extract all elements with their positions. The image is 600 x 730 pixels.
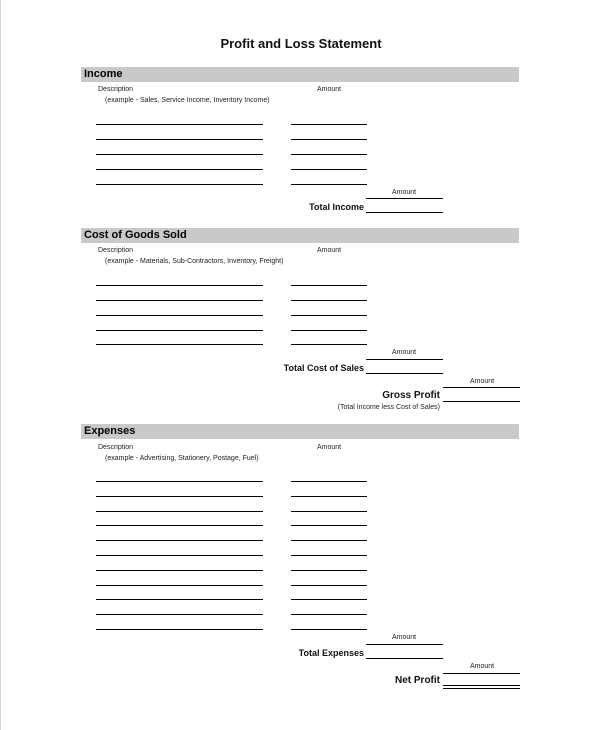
- expenses-heading: Expenses: [84, 425, 136, 437]
- expense-amount-field[interactable]: [291, 585, 367, 586]
- expense-description-field[interactable]: [96, 540, 263, 541]
- net-profit-label: Net Profit: [395, 675, 440, 686]
- expense-amount-field[interactable]: [291, 525, 367, 526]
- cogs-amount-field[interactable]: [291, 330, 367, 331]
- total-cost-of-sales-label: Total Cost of Sales: [283, 363, 364, 373]
- income-amount-field[interactable]: [291, 184, 367, 185]
- income-section-header: [81, 67, 519, 82]
- expense-amount-field[interactable]: [291, 555, 367, 556]
- gross-profit-amount-label: Amount: [470, 378, 495, 385]
- income-description-field[interactable]: [96, 169, 263, 170]
- income-amount-field[interactable]: [291, 169, 367, 170]
- expense-description-field[interactable]: [96, 585, 263, 586]
- income-description-field[interactable]: [96, 184, 263, 185]
- income-amount-label: Amount: [317, 86, 342, 93]
- net-profit-double-rule: [443, 688, 520, 689]
- income-amount-field[interactable]: [291, 139, 367, 140]
- cogs-heading: Cost of Goods Sold: [84, 229, 187, 241]
- cogs-description-field[interactable]: [96, 344, 263, 345]
- total-cogs-amount-label: Amount: [392, 349, 417, 356]
- income-amount-field[interactable]: [291, 124, 367, 125]
- expense-amount-field[interactable]: [291, 599, 367, 600]
- expenses-description-label: Description: [98, 444, 134, 451]
- income-description-field[interactable]: [96, 154, 263, 155]
- total-expenses-label: Total Expenses: [298, 648, 364, 658]
- expense-amount-field[interactable]: [291, 570, 367, 571]
- cogs-description-field[interactable]: [96, 285, 263, 286]
- income-description-label: Description: [98, 86, 134, 93]
- cogs-description-field[interactable]: [96, 315, 263, 316]
- income-description-field[interactable]: [96, 124, 263, 125]
- expense-description-field[interactable]: [96, 525, 263, 526]
- net-profit-amount-label: Amount: [470, 663, 495, 670]
- cogs-description-field[interactable]: [96, 300, 263, 301]
- expense-amount-field[interactable]: [291, 511, 367, 512]
- gross-profit-top-rule: [443, 387, 520, 388]
- income-total-top-rule: [366, 198, 443, 199]
- expense-amount-field[interactable]: [291, 614, 367, 615]
- expense-description-field[interactable]: [96, 629, 263, 630]
- expenses-section-header: [81, 424, 519, 439]
- expense-amount-field[interactable]: [291, 629, 367, 630]
- expenses-example: (example - Advertising, Stationery, Postage, Fuel): [105, 455, 259, 462]
- income-amount-field[interactable]: [291, 154, 367, 155]
- cogs-description-label: Description: [98, 247, 134, 254]
- net-profit-field[interactable]: [443, 685, 520, 686]
- income-example: (example - Sales, Service Income, Inventory Income): [105, 97, 270, 104]
- cogs-example: (example - Materials, Sub-Contractors, Inventory, Freight): [105, 258, 284, 265]
- expense-amount-field[interactable]: [291, 496, 367, 497]
- cogs-total-top-rule: [366, 359, 443, 360]
- expenses-total-top-rule: [366, 644, 443, 645]
- income-heading: Income: [84, 68, 123, 80]
- gross-profit-note: (Total Income less Cost of Sales): [337, 404, 440, 411]
- cogs-amount-field[interactable]: [291, 315, 367, 316]
- total-income-amount-label: Amount: [392, 189, 417, 196]
- income-description-field[interactable]: [96, 139, 263, 140]
- expense-description-field[interactable]: [96, 511, 263, 512]
- total-expenses-amount-label: Amount: [392, 634, 417, 641]
- total-expenses-field[interactable]: [366, 658, 443, 659]
- gross-profit-field[interactable]: [443, 401, 520, 402]
- cogs-amount-field[interactable]: [291, 300, 367, 301]
- page-title: Profit and Loss Statement: [220, 36, 382, 51]
- expense-description-field[interactable]: [96, 570, 263, 571]
- net-profit-top-rule: [443, 673, 520, 674]
- expense-description-field[interactable]: [96, 496, 263, 497]
- total-income-field[interactable]: [366, 212, 443, 213]
- expense-amount-field[interactable]: [291, 540, 367, 541]
- cogs-description-field[interactable]: [96, 330, 263, 331]
- cogs-amount-label: Amount: [317, 247, 342, 254]
- expenses-amount-label: Amount: [317, 444, 342, 451]
- total-income-label: Total Income: [309, 202, 364, 212]
- expense-description-field[interactable]: [96, 599, 263, 600]
- expense-description-field[interactable]: [96, 481, 263, 482]
- total-cost-of-sales-field[interactable]: [366, 373, 443, 374]
- cogs-amount-field[interactable]: [291, 344, 367, 345]
- gross-profit-label: Gross Profit: [382, 390, 440, 401]
- cogs-section-header: [81, 228, 519, 243]
- cogs-amount-field[interactable]: [291, 285, 367, 286]
- expense-amount-field[interactable]: [291, 481, 367, 482]
- expense-description-field[interactable]: [96, 555, 263, 556]
- expense-description-field[interactable]: [96, 614, 263, 615]
